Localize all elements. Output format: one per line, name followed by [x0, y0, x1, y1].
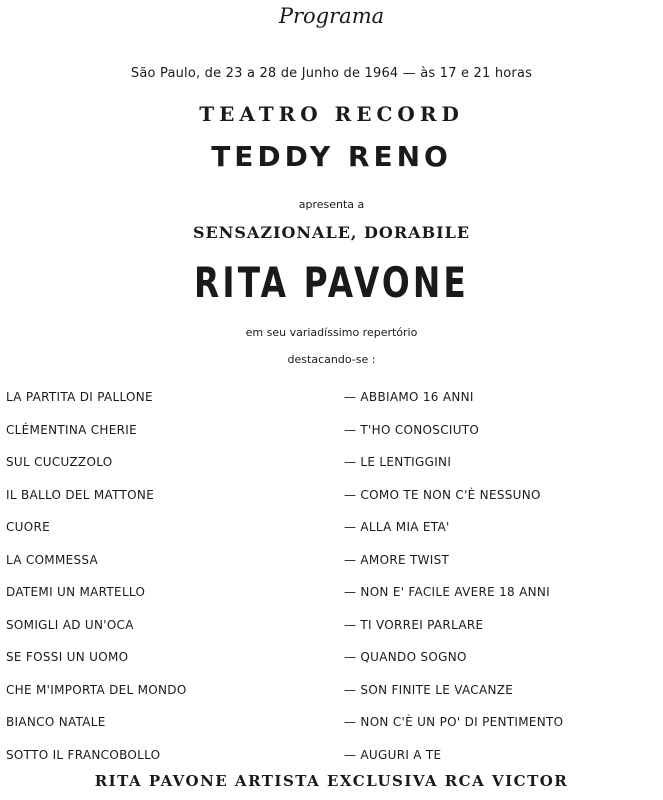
song-title-right: — AUGURI A TE [344, 747, 442, 762]
song-title-left: SOMIGLI AD UN'OCA [6, 617, 134, 632]
song-row [0, 577, 663, 610]
repertoire-text: em seu variadíssimo repertório [245, 326, 418, 339]
song-title-left: CUORE [6, 520, 51, 534]
song-title-left: CLÉMENTINA CHERIE [6, 422, 137, 437]
song-row [0, 740, 663, 773]
song-title-left: SUL CUCUZZOLO [6, 455, 113, 469]
theatre-name: TEATRO RECORD [199, 102, 464, 126]
song-title-right: — SON FINITE LE VACANZE [344, 682, 514, 697]
song-row [0, 707, 663, 740]
program-heading: Programa [278, 4, 385, 28]
performance-dates: São Paulo, de 23 a 28 de Junho de 1964 — às 17 e 21 horas [130, 66, 533, 81]
song-row [0, 447, 663, 480]
star-name: RITA PAVONE [194, 258, 469, 307]
song-title-right: — ALLA MIA ETA' [344, 520, 450, 534]
producer-name: TEDDY RENO [211, 140, 452, 173]
song-title-right: — AMORE TWIST [344, 552, 450, 567]
star-tagline: SENSAZIONALE, DORABILE [192, 223, 471, 242]
song-title-right: — T'HO CONOSCIUTO [344, 422, 480, 437]
song-title-right: — LE LENTIGGINI [344, 455, 452, 469]
song-title-left: LA COMMESSA [6, 552, 99, 567]
song-row [0, 675, 663, 708]
song-title-left: IL BALLO DEL MATTONE [6, 487, 155, 502]
song-row [0, 610, 663, 643]
song-row [0, 512, 663, 545]
song-row [0, 642, 663, 675]
song-title-right: — QUANDO SOGNO [344, 650, 467, 664]
song-title-right: — NON E' FACILE AVERE 18 ANNI [344, 585, 550, 599]
song-title-left: BIANCO NATALE [6, 715, 106, 729]
song-title-right: — TI VORREI PARLARE [344, 617, 484, 632]
song-row [0, 480, 663, 513]
song-title-left: SOTTO IL FRANCOBOLLO [6, 747, 161, 762]
song-title-left: LA PARTITA DI PALLONE [6, 390, 153, 404]
song-title-right: — NON C'È UN PO' DI PENTIMENTO [344, 715, 564, 729]
highlighting-text: destacando-se : [287, 353, 376, 366]
song-list [0, 382, 663, 772]
song-title-left: DATEMI UN MARTELLO [6, 585, 146, 599]
song-title-left: CHE M'IMPORTA DEL MONDO [6, 682, 187, 697]
song-title-right: — ABBIAMO 16 ANNI [344, 390, 474, 404]
presents-text: apresenta a [298, 198, 365, 211]
song-row [0, 382, 663, 415]
record-label-footer: RITA PAVONE ARTISTA EXCLUSIVA RCA VICTOR [94, 772, 569, 790]
song-row [0, 415, 663, 448]
song-title-left: SE FOSSI UN UOMO [6, 650, 129, 664]
song-title-right: — COMO TE NON C'È NESSUNO [344, 487, 541, 502]
song-row [0, 545, 663, 578]
